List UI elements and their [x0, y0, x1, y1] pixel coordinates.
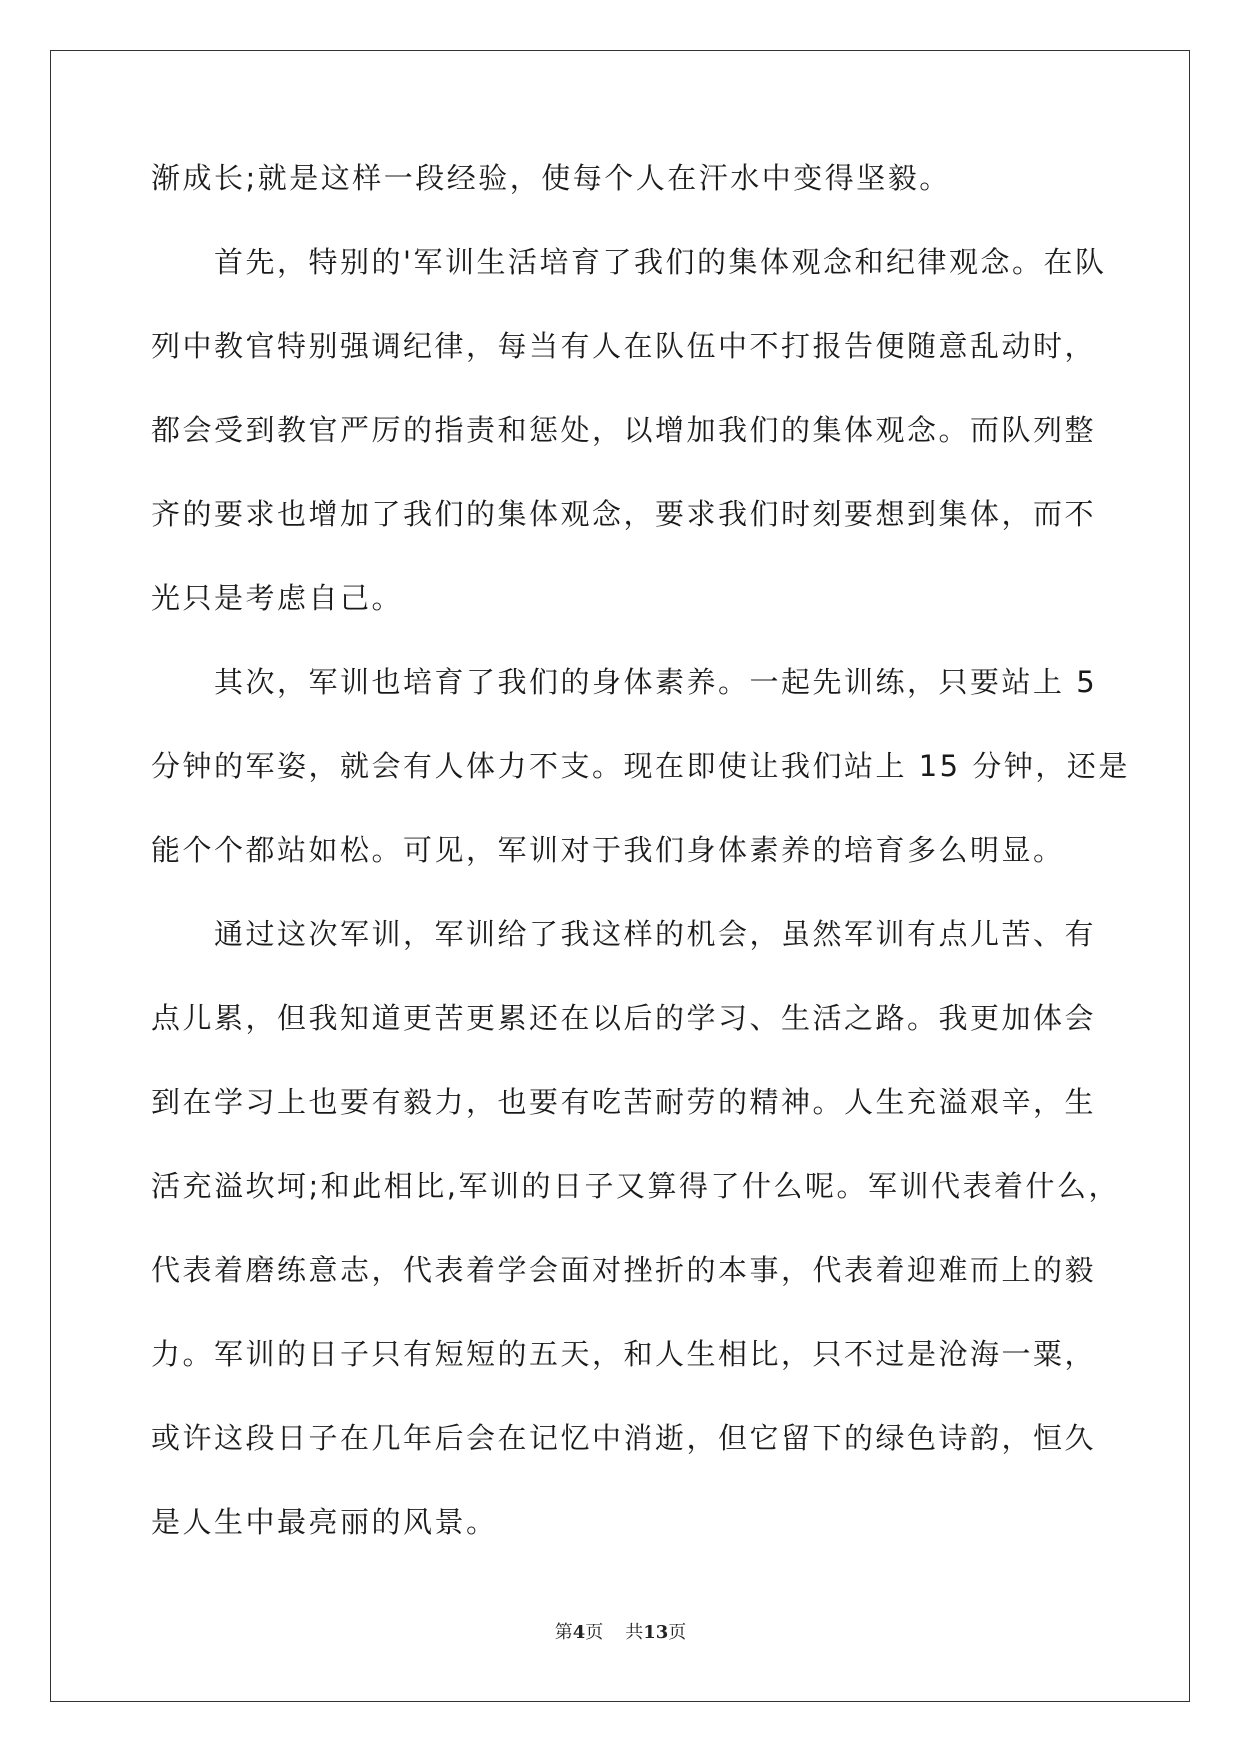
text-line: 分钟的军姿，就会有人体力不支。现在即使让我们站上 15 分钟，还是 — [151, 749, 1130, 783]
page-footer — [0, 1621, 1241, 1645]
text-line: 活充溢坎坷;和此相比,军训的日子又算得了什么呢。军训代表着什么， — [151, 1169, 1120, 1203]
text-line: 其次，军训也培育了我们的身体素养。一起先训练，只要站上 5 — [151, 665, 1098, 699]
page-number: 4 — [572, 1622, 586, 1643]
text-line: 或许这段日子在几年后会在记忆中消逝，但它留下的绿色诗韵，恒久 — [151, 1421, 1097, 1455]
text-line: 代表着磨练意志，代表着学会面对挫折的本事，代表着迎难而上的毅 — [151, 1253, 1097, 1287]
text-line: 渐成长;就是这样一段经验，使每个人在汗水中变得坚毅。 — [151, 161, 951, 195]
total-suffix: 页 — [668, 1622, 687, 1643]
total-pages: 13 — [643, 1622, 669, 1643]
document-body — [151, 157, 1130, 1585]
text-line: 是人生中最亮丽的风景。 — [151, 1505, 498, 1539]
total-prefix: 共 — [625, 1622, 644, 1643]
text-line: 齐的要求也增加了我们的集体观念，要求我们时刻要想到集体，而不 — [151, 497, 1097, 531]
page-prefix: 第 — [554, 1622, 573, 1643]
text-line: 点儿累，但我知道更苦更累还在以后的学习、生活之路。我更加体会 — [151, 1001, 1097, 1035]
text-line: 都会受到教官严厉的指责和惩处，以增加我们的集体观念。而队列整 — [151, 413, 1097, 447]
text-line: 能个个都站如松。可见，军训对于我们身体素养的培育多么明显。 — [151, 833, 1065, 867]
text-line: 力。军训的日子只有短短的五天，和人生相比，只不过是沧海一粟， — [151, 1337, 1097, 1371]
text-line: 到在学习上也要有毅力，也要有吃苦耐劳的精神。人生充溢艰辛，生 — [151, 1085, 1097, 1119]
page-suffix: 页 — [585, 1622, 604, 1643]
text-line: 列中教官特别强调纪律，每当有人在队伍中不打报告便随意乱动时， — [151, 329, 1097, 363]
text-line: 通过这次军训，军训给了我这样的机会，虽然军训有点儿苦、有 — [151, 917, 1097, 951]
text-line: 首先，特别的'军训生活培育了我们的集体观念和纪律观念。在队 — [151, 245, 1107, 279]
text-line: 光只是考虑自己。 — [151, 581, 404, 615]
